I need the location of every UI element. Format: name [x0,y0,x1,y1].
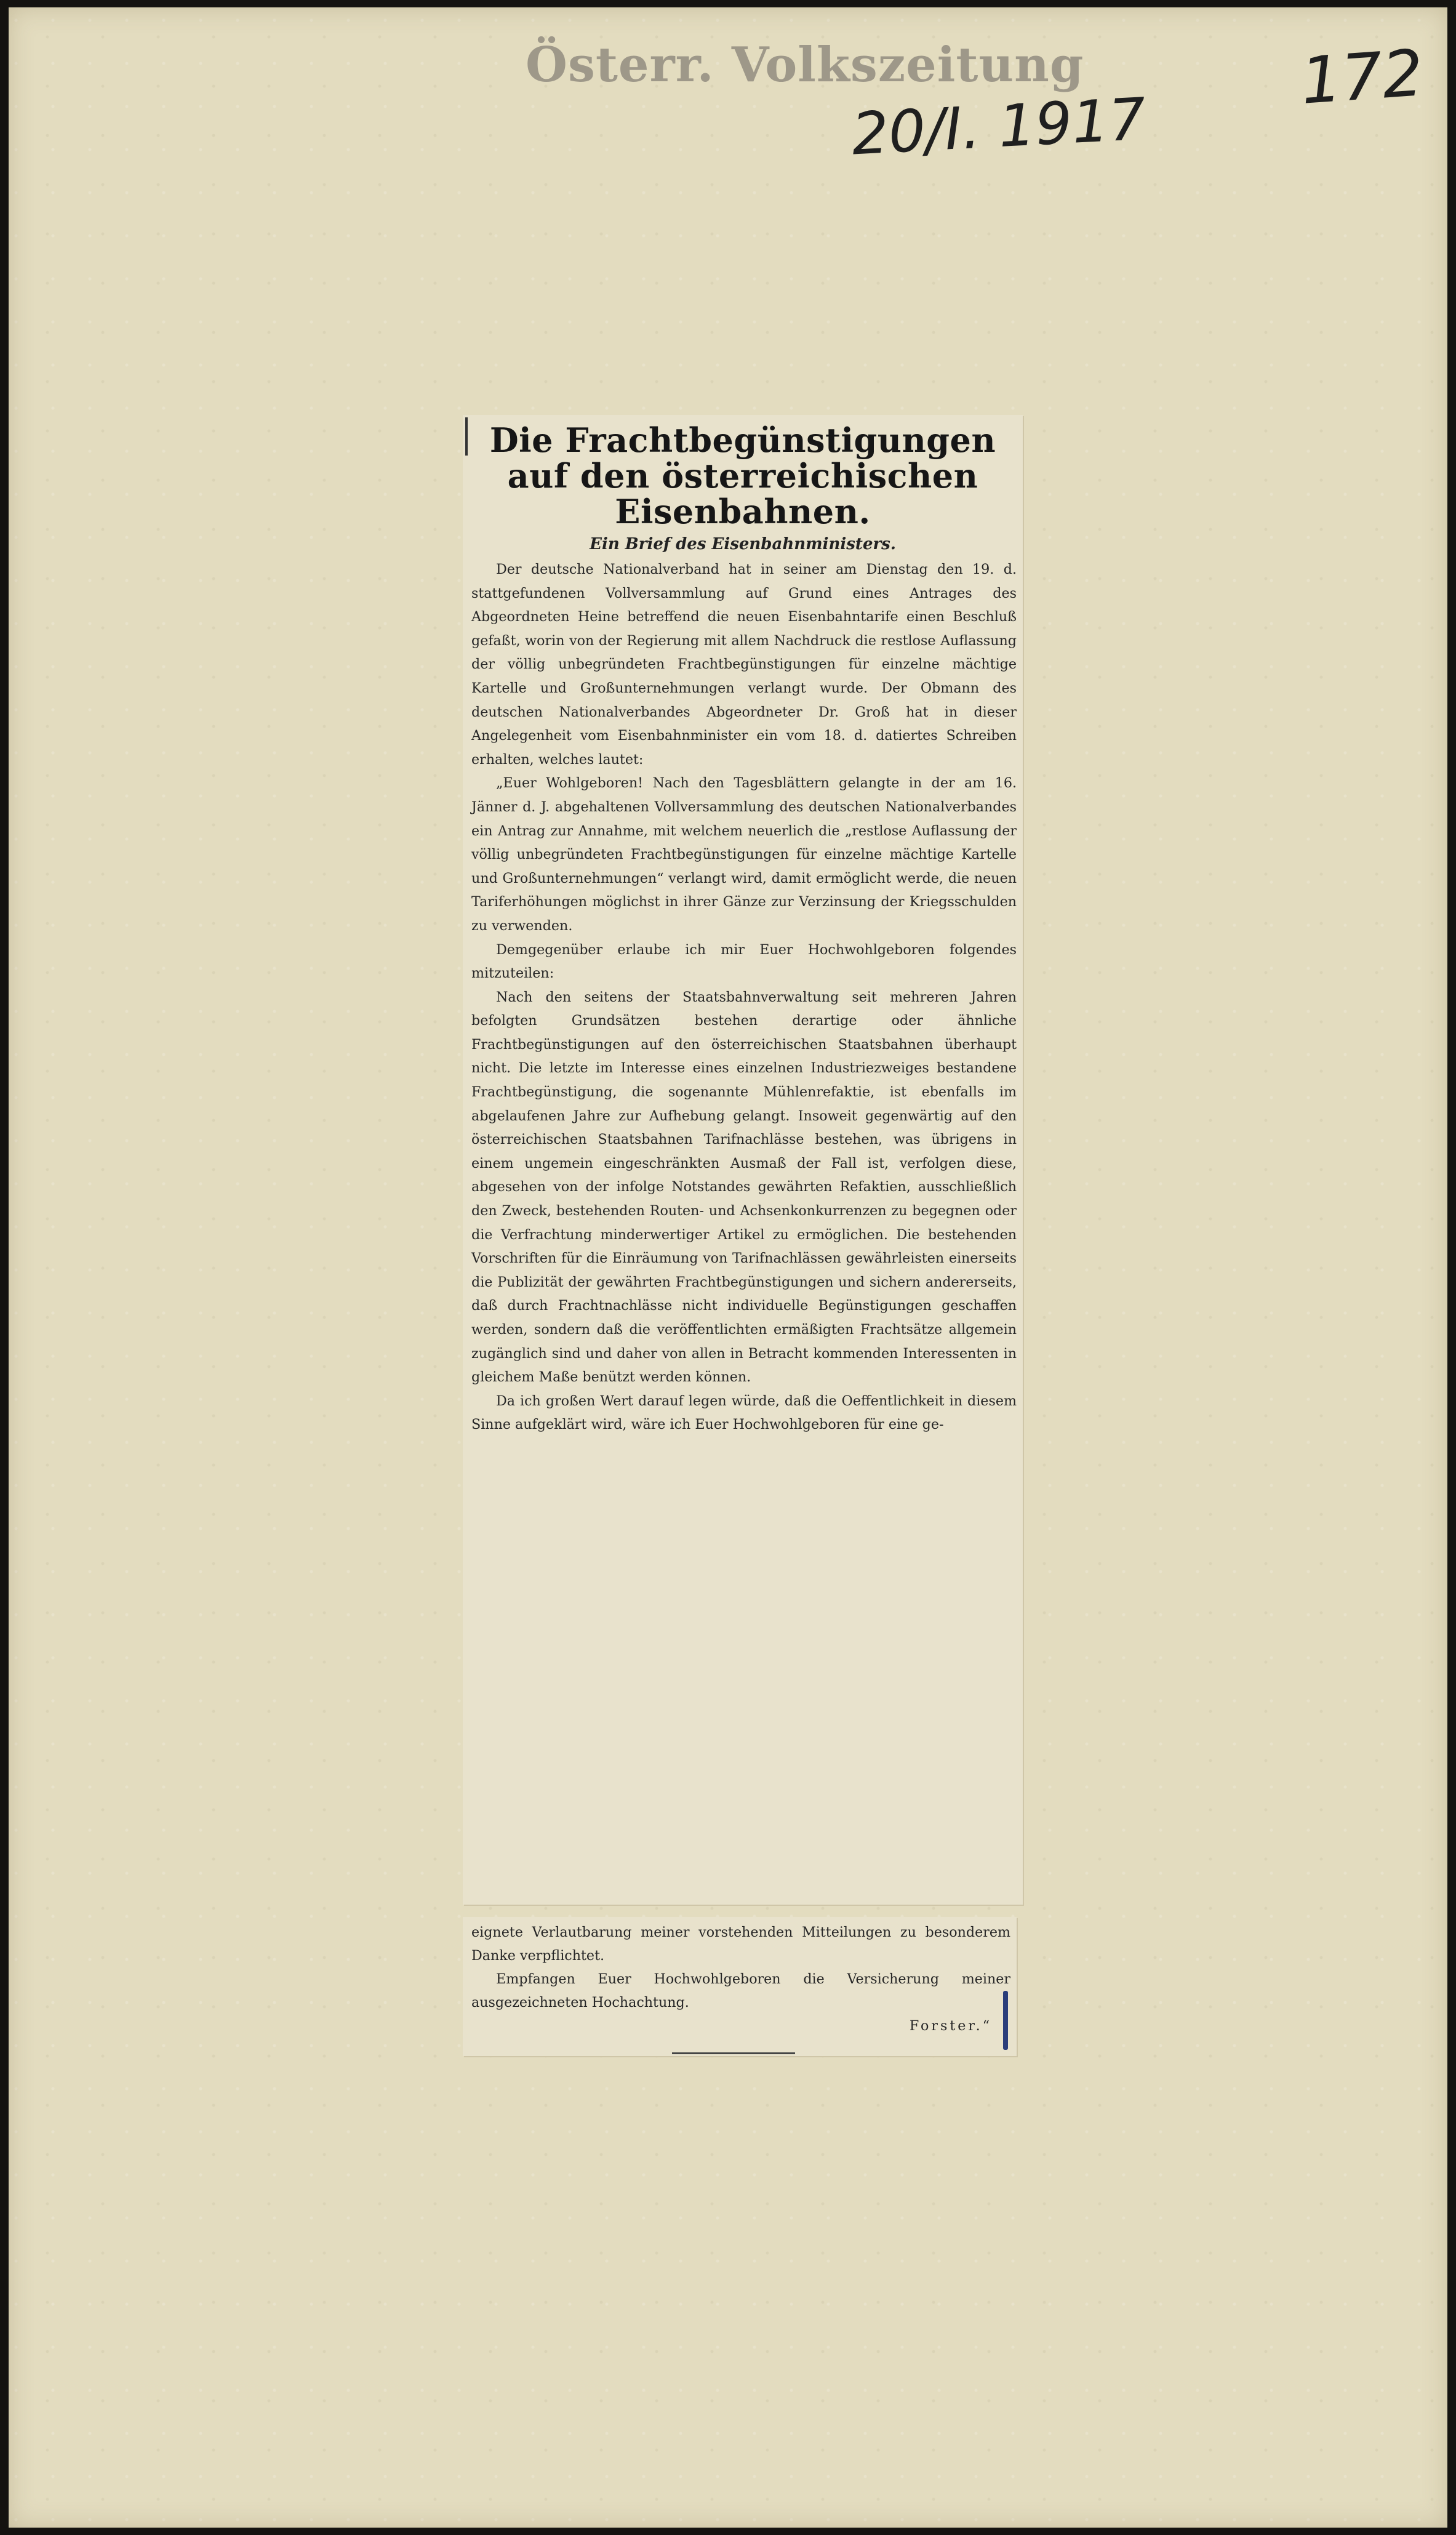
article-paragraph: Der deutsche Nationalverband hat in seiner am Dienstag den 19. d. stattgefundenen Vollversammlung auf Grund eines Antrages des Abgeordneten Heine betreffend die neuen Eisenbahntarife einen Beschluß gefaßt, worin von der Regierung mit allem Nachdruck die restlose Auflassung der völlig unbegründeten Frachtbegünstigungen für einzelne mächtige Kartelle und Großunternehmungen verlangt wurde. Der Obmann des deutschen Nationalverbandes Abgeordneter Dr. Groß hat in dieser Angelegenheit vom Eisenbahnminister ein vom 18. d. datiertes Schreiben erhalten, welches lautet: [471,561,1017,768]
margin-mark [465,417,468,456]
newspaper-clipping [463,415,1023,1905]
article-paragraph: „Euer Wohlgeboren! Nach den Tagesblättern gelangte in der am 16. Jänner d. J. abgehaltenen Vollversammlung des deutschen Nationalverbandes ein Antrag zur Annahme, mit welchem neuerlich die „restlose Auflassung der völlig unbegründeten Frachtbegünstigungen für einzelne mächtige Kartelle und Großunternehmungen“ verlangt wird, damit ermöglicht werde, die neuen Tariferhöhungen möglichst in ihrer Gänze zur Verzinsung der Kriegsschulden zu verwenden. [471,775,1017,934]
article-headline: Die Frachtbegünstigungen auf den österreichischen Eisenbahnen. [489,420,996,531]
article-paragraph: Nach den seitens der Staatsbahnverwaltung seit mehreren Jahren befolgten Grundsätzen bestehen derartige oder ähnliche Frachtbegünstigungen auf den österreichischen Staatsbahnen überhaupt nicht. Die letzte im Interesse eines einzelnen Industriezweiges bestandene Frachtbegünstigung, die sogenannte Mühlenrefaktie, ist ebenfalls im abgelaufenen Jahre zur Aufhebung gelangt. Insoweit gegenwärtig auf den österreichischen Staatsbahnen Tarifnachlässe bestehen, was übrigens in einem ungemein eingeschränkten Ausmaß der Fall ist, verfolgen diese, abgesehen von der infolge Notstandes gewährten Refaktien, ausschließlich den Zweck, bestehenden Routen- und Achsenkonkurrenzen zu begegnen oder die Verfrachtung minderwertiger Artikel zu ermöglichen. Die bestehenden Vorschriften für die Einräumung von Tarifnachlässen gewährleisten einerseits die Publizität der gewährten Frachtbegünstigungen und sichern andererseits, daß durch Frachtnachlässe nicht individuelle Begünstigungen geschaffen werden, sondern daß die veröffentlichten ermäßigten Frachtsätze allgemein zugänglich sind und daher von allen in Betracht kommenden Interessenten in gleichem Maße benützt werden können. [471,989,1017,1386]
article-subtitle: Ein Brief des Eisenbahnministers. [590,535,896,553]
article-paragraph: Da ich großen Wert darauf legen würde, daß die Oeffentlichkeit in diesem Sinne aufgeklärt wird, wäre ich Euer Hochwohlgeboren für eine ge- [471,1392,1017,1433]
folio-number: 172 [1298,35,1426,119]
continuation-paragraph: eignete Verlautbarung meiner vorstehenden Mitteilungen zu besonderem Danke verpflichtet. [471,1924,1010,1964]
divider-rule [672,2052,795,2054]
handwritten-date: 20/I. 1917 [850,86,1148,169]
clipping-continuation [463,1917,1017,2056]
newspaper-stamp: Österr. Volkszeitung [526,37,1084,93]
article-body [463,558,1023,1437]
continuation-body [463,1917,1017,2038]
signature: Forster.“ [909,2018,992,2034]
blue-ink-mark [1003,1991,1008,2050]
article-paragraph: Demgegenüber erlaube ich mir Euer Hochwohlgeboren folgendes mitzuteilen: [471,941,1017,982]
archive-sheet [9,7,1447,2528]
continuation-paragraph: Empfangen Euer Hochwohlgeboren die Versicherung meiner ausgezeichneten Hochachtung. [471,1971,1010,2011]
